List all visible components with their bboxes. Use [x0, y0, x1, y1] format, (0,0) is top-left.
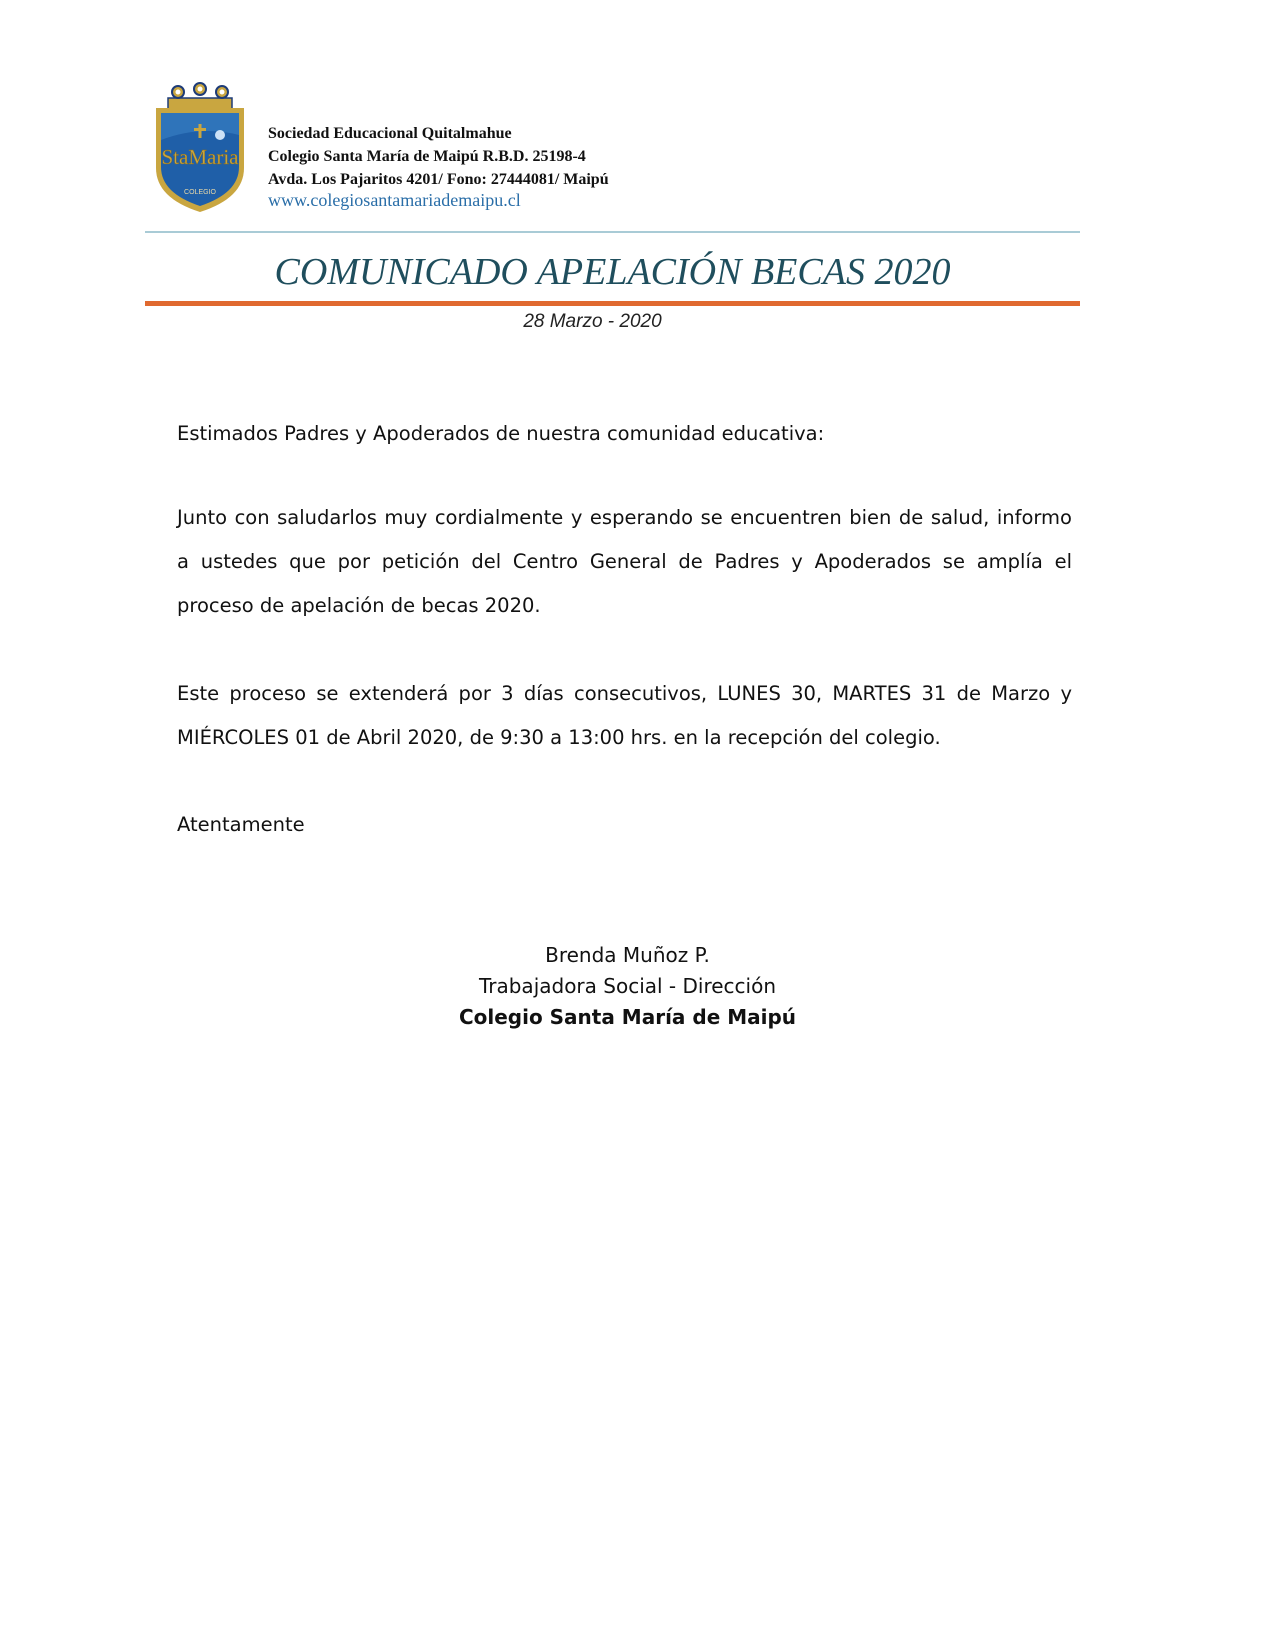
address-phone: Avda. Los Pajaritos 4201/ Fono: 27444081/ Maipú: [268, 171, 609, 188]
signer-role: Trabajadora Social - Dirección: [478, 974, 777, 998]
school-crest-logo: [150, 80, 250, 215]
organization-info: [268, 122, 609, 212]
crown-icon: [168, 83, 232, 110]
paragraph-1: Junto con saludarlos muy cordialmente y esperando se encuentren bien de salud, informo a ustedes que por petición del Centro General de Padres y Apoderados se amplía el proceso de apelación de becas 2020.: [177, 506, 1072, 617]
shield-icon: [156, 108, 244, 212]
signature-block: [0, 940, 1255, 1033]
paragraph-2: Este proceso se extenderá por 3 días consecutivos, LUNES 30, MARTES 31 de Marzo y MIÉRCOLES 01 de Abril 2020, de 9:30 a 13:00 hrs. en la recepción del colegio.: [177, 682, 1072, 749]
logo-wordmark: StaMaria: [161, 145, 239, 169]
header-divider: [145, 231, 1080, 233]
website-link[interactable]: www.colegiosantamariademaipu.cl: [268, 190, 521, 210]
org-name: Sociedad Educacional Quitalmahue: [268, 125, 512, 142]
closing: Atentamente: [177, 813, 305, 836]
greeting: Estimados Padres y Apoderados de nuestra comunidad educativa:: [177, 422, 825, 445]
document-title: COMUNICADO APELACIÓN BECAS 2020: [274, 251, 951, 293]
document-date: 28 Marzo - 2020: [523, 311, 662, 332]
signer-school: Colegio Santa María de Maipú: [458, 1005, 797, 1029]
logo-subtext: COLEGIO: [184, 189, 216, 196]
school-name-rbd: Colegio Santa María de Maipú R.B.D. 25198-4: [268, 148, 586, 165]
title-underline: [145, 301, 1080, 306]
signer-name: Brenda Muñoz P.: [545, 943, 710, 967]
